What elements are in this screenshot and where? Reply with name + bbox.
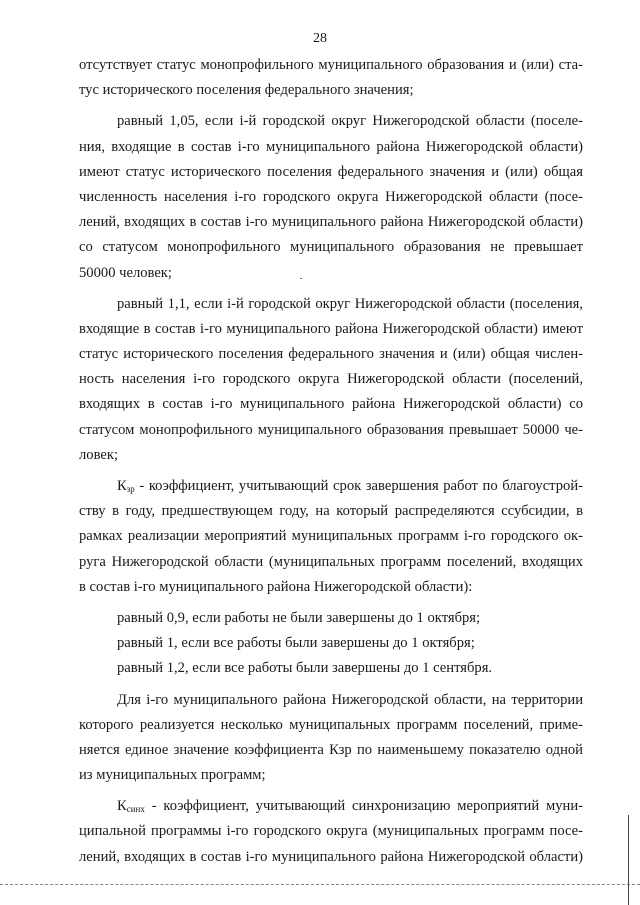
text-line — [79, 524, 583, 549]
text-line — [79, 443, 583, 468]
text-line-content: равный 1,05, если i-й городской округ Нижегородской области (поселе- — [117, 113, 583, 130]
text-line-content: тус исторического поселения федерального значения; — [79, 82, 414, 99]
text-line — [79, 392, 583, 417]
text-line — [79, 78, 583, 103]
text-line-content: равный 1,1, если i-й городской округ Нижегородской области (поселения, — [117, 295, 583, 312]
text-line-content: равный 1,2, если все работы были завершены до 1 сентября. — [117, 660, 493, 677]
text-line — [79, 160, 583, 185]
scan-edge-mark — [628, 815, 629, 905]
text-line — [79, 819, 583, 844]
page-number: 28 — [313, 31, 327, 46]
text-line-content: ния, входящие в состав i-го муниципального района Нижегородской области) — [79, 138, 583, 155]
text-line — [79, 499, 583, 524]
text-line-content: входящих в состав i-го муниципального района Нижегородской области) со — [79, 396, 583, 413]
text-line-content: лений, входящих в состав i-го муниципального района Нижегородской области) — [79, 848, 583, 865]
text-line-content: ловек; — [79, 446, 119, 463]
text-line-content: имеют статус исторического поселения федерального значения и (или) общая — [79, 163, 583, 180]
text-line — [79, 738, 583, 763]
text-line-content: статусом монопрофильного муниципального образования превышает 50000 че- — [79, 421, 583, 438]
text-line — [79, 292, 583, 317]
text-line — [79, 418, 583, 443]
text-line — [79, 688, 583, 713]
text-line-content: лений, входящих в состав i-го муниципального района Нижегородской области) — [79, 214, 583, 231]
coefficient-symbol: $К_{синх}$ — [117, 798, 145, 815]
text-line — [79, 794, 583, 819]
text-line-content: Для i-го муниципального района Нижегородской области, на территории — [117, 691, 583, 708]
text-line — [79, 631, 583, 656]
text-line-content: няется единое значение коэффициента Кзр по наименьшему показателю одной — [79, 741, 583, 758]
coefficient-symbol: $К_{зр}$ — [117, 478, 135, 494]
text-line-content: со статусом монопрофильного муниципального образования не превышает — [79, 239, 583, 256]
text-line — [79, 606, 583, 631]
text-line — [79, 763, 583, 788]
text-line — [79, 367, 583, 392]
text-line-content: равный 1, если все работы были завершены до 1 октября; — [117, 635, 475, 652]
text-line-content: 50000 человек; — [79, 264, 172, 281]
text-line — [79, 261, 583, 286]
text-line — [79, 53, 583, 78]
text-line — [79, 656, 583, 681]
text-line-content: в состав i-го муниципального района Нижегородской области): — [79, 578, 473, 595]
text-line-content: руга Нижегородской области (муниципальных программ поселений, входящих — [79, 553, 583, 570]
text-line — [79, 845, 583, 870]
text-line-content: ность населения i-го городского округа Нижегородской области (поселений, — [79, 371, 583, 388]
text-line-content: из муниципальных программ; — [79, 767, 266, 784]
document-text — [79, 53, 583, 870]
text-line — [79, 235, 583, 260]
text-line — [79, 550, 583, 575]
text-line-content: статус исторического поселения федерального значения и (или) общая числен- — [79, 346, 583, 363]
scan-bottom-rule — [0, 884, 640, 886]
text-line — [79, 109, 583, 134]
coefficient-subscript: синх — [126, 804, 145, 815]
text-line — [79, 713, 583, 738]
text-line — [79, 317, 583, 342]
text-line-content: численность населения i-го городского округа Нижегородской области (посе- — [79, 188, 583, 205]
text-line — [79, 575, 583, 600]
text-line-content: входящие в состав i-го муниципального района Нижегородской области) имеют — [79, 320, 583, 337]
text-line — [79, 474, 583, 499]
text-line-content: - коэффициент, учитывающий срок завершения работ по благоустрой- — [134, 478, 583, 494]
text-line — [79, 135, 583, 160]
text-line-content: ству в году, предшествующем году, на который распределяются ссубсидии, в — [79, 503, 583, 520]
text-line — [79, 210, 583, 235]
text-line-content: - коэффициент, учитывающий синхронизацию мероприятий муни- — [144, 798, 583, 815]
text-line-content: рамках реализации мероприятий муниципальных программ i-го городского ок- — [79, 528, 583, 545]
text-line — [79, 342, 583, 367]
text-line-content: равный 0,9, если работы не были завершены до 1 октября; — [117, 609, 481, 626]
text-line-content: отсутствует статус монопрофильного муниципального образования и (или) ста- — [79, 57, 583, 73]
text-line-content: которого реализуется несколько муниципальных программ поселений, приме- — [79, 716, 583, 733]
scan-speck — [300, 278, 302, 279]
text-line — [79, 185, 583, 210]
coefficient-subscript: зр — [126, 484, 135, 494]
text-line-content: ципальной программы i-го городского округа (муниципальных программ посе- — [79, 823, 583, 840]
